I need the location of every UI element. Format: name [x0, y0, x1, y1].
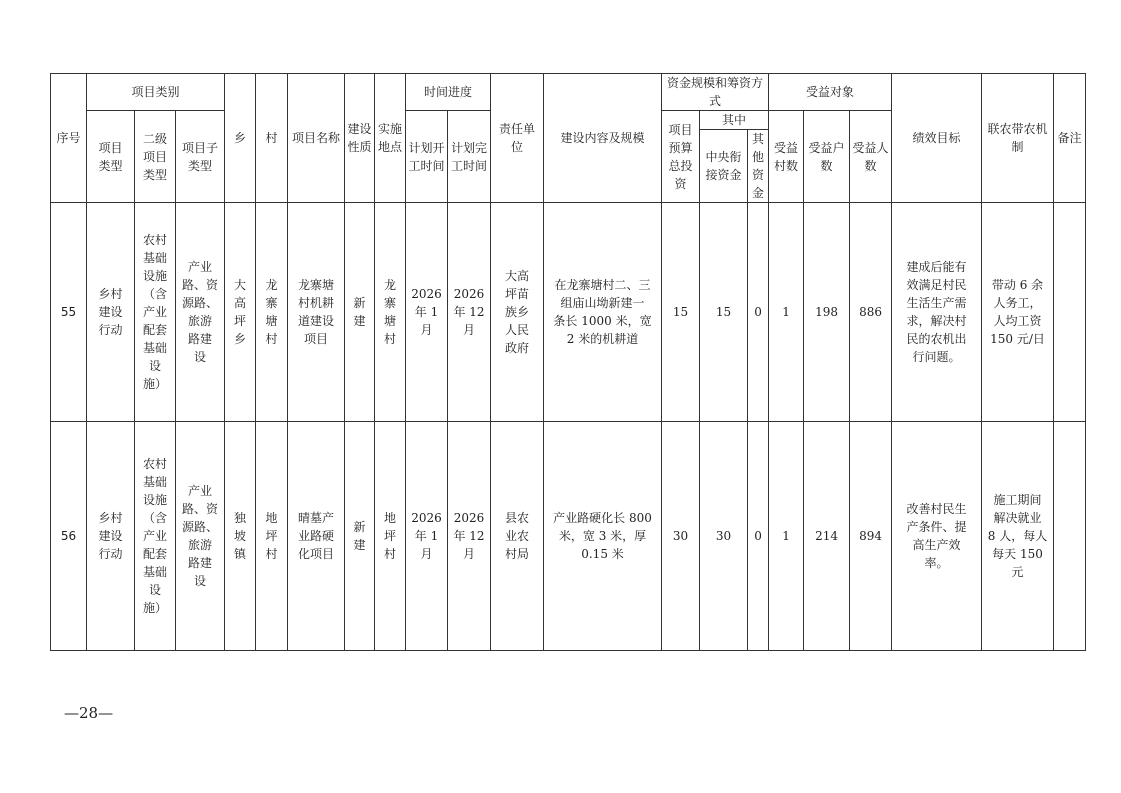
cell-central: 30 [700, 422, 748, 651]
header-people: 受益人 数 [850, 111, 892, 203]
cell-project-name: 龙寨塘 村机耕 道建设 项目 [288, 203, 345, 422]
header-project-type: 项目 类型 [87, 111, 135, 203]
header-category-group: 项目类别 [87, 74, 225, 111]
header-nature: 建设 性质 [345, 74, 375, 203]
header-remark: 备注 [1054, 74, 1086, 203]
cell-project-type: 乡村 建设 行动 [87, 422, 135, 651]
cell-start: 2026 年 1 月 [406, 422, 448, 651]
cell-remark [1054, 422, 1086, 651]
cell-level2-type: 农村 基础 设施 （含 产业 配套 基础 设 施） [135, 422, 176, 651]
cell-sub-type: 产业 路、资 源路、 旅游 路建 设 [176, 422, 225, 651]
cell-nature: 新 建 [345, 203, 375, 422]
header-villages: 受益 村数 [769, 111, 804, 203]
cell-location: 龙 寨 塘 村 [375, 203, 406, 422]
cell-seq: 56 [51, 422, 87, 651]
header-beneficiary-group: 受益对象 [769, 74, 892, 111]
cell-end: 2026 年 12 月 [448, 203, 491, 422]
header-households: 受益户 数 [804, 111, 850, 203]
cell-villages: 1 [769, 422, 804, 651]
header-budget: 项目 预算 总投 资 [662, 111, 700, 203]
header-responsible: 责任单 位 [491, 74, 544, 203]
header-project-name: 项目名称 [288, 74, 345, 203]
cell-project-type: 乡村 建设 行动 [87, 203, 135, 422]
cell-target: 改善村民生 产条件、提 高生产效 率。 [892, 422, 982, 651]
header-end: 计划完 工时间 [448, 111, 491, 203]
header-target: 绩效目标 [892, 74, 982, 203]
cell-end: 2026 年 12 月 [448, 422, 491, 651]
cell-township: 大 高 坪 乡 [225, 203, 256, 422]
header-seq: 序号 [51, 74, 87, 203]
table-row [51, 422, 1086, 651]
cell-central: 15 [700, 203, 748, 422]
header-level2-type: 二级 项目 类型 [135, 111, 176, 203]
header-other: 其 他 资 金 [748, 130, 769, 203]
header-location: 实施 地点 [375, 74, 406, 203]
cell-location: 地 坪 村 [375, 422, 406, 651]
cell-responsible: 大高 坪苗 族乡 人民 政府 [491, 203, 544, 422]
header-village: 村 [256, 74, 288, 203]
cell-other: 0 [748, 203, 769, 422]
header-content: 建设内容及规模 [544, 74, 662, 203]
header-funding-group: 资金规模和筹资方 式 [662, 74, 769, 111]
cell-project-name: 晴墓产 业路硬 化项目 [288, 422, 345, 651]
cell-responsible: 县农 业农 村局 [491, 422, 544, 651]
header-row-1 [51, 74, 1086, 111]
header-central: 中央衔 接资金 [700, 130, 748, 203]
cell-budget: 30 [662, 422, 700, 651]
header-sub-type: 项目子 类型 [176, 111, 225, 203]
cell-budget: 15 [662, 203, 700, 422]
cell-level2-type: 农村 基础 设施 （含 产业 配套 基础 设 施） [135, 203, 176, 422]
header-start: 计划开 工时间 [406, 111, 448, 203]
cell-remark [1054, 203, 1086, 422]
cell-mechanism: 带动 6 余 人务工， 人均工资 150 元/日 [982, 203, 1054, 422]
cell-other: 0 [748, 422, 769, 651]
cell-households: 198 [804, 203, 850, 422]
cell-seq: 55 [51, 203, 87, 422]
cell-households: 214 [804, 422, 850, 651]
page-number: —28— [64, 704, 114, 722]
cell-start: 2026 年 1 月 [406, 203, 448, 422]
cell-villages: 1 [769, 203, 804, 422]
header-mechanism: 联农带农机 制 [982, 74, 1054, 203]
cell-content: 产业路硬化长 800 米，宽 3 米，厚 0.15 米 [544, 422, 662, 651]
project-table [50, 73, 1086, 651]
cell-nature: 新 建 [345, 422, 375, 651]
cell-content: 在龙寨塘村二、三 组庙山坳新建一 条长 1000 米，宽 2 米的机耕道 [544, 203, 662, 422]
cell-village: 龙 寨 塘 村 [256, 203, 288, 422]
header-schedule-group: 时间进度 [406, 74, 491, 111]
cell-target: 建成后能有 效满足村民 生活生产需 求，解决村 民的农机出 行问题。 [892, 203, 982, 422]
cell-sub-type: 产业 路、资 源路、 旅游 路建 设 [176, 203, 225, 422]
table-row [51, 203, 1086, 422]
header-of-which: 其中 [700, 111, 769, 130]
cell-people: 886 [850, 203, 892, 422]
cell-people: 894 [850, 422, 892, 651]
header-township: 乡 [225, 74, 256, 203]
cell-village: 地 坪 村 [256, 422, 288, 651]
cell-township: 独 坡 镇 [225, 422, 256, 651]
cell-mechanism: 施工期间 解决就业 8 人，每人 每天 150 元 [982, 422, 1054, 651]
